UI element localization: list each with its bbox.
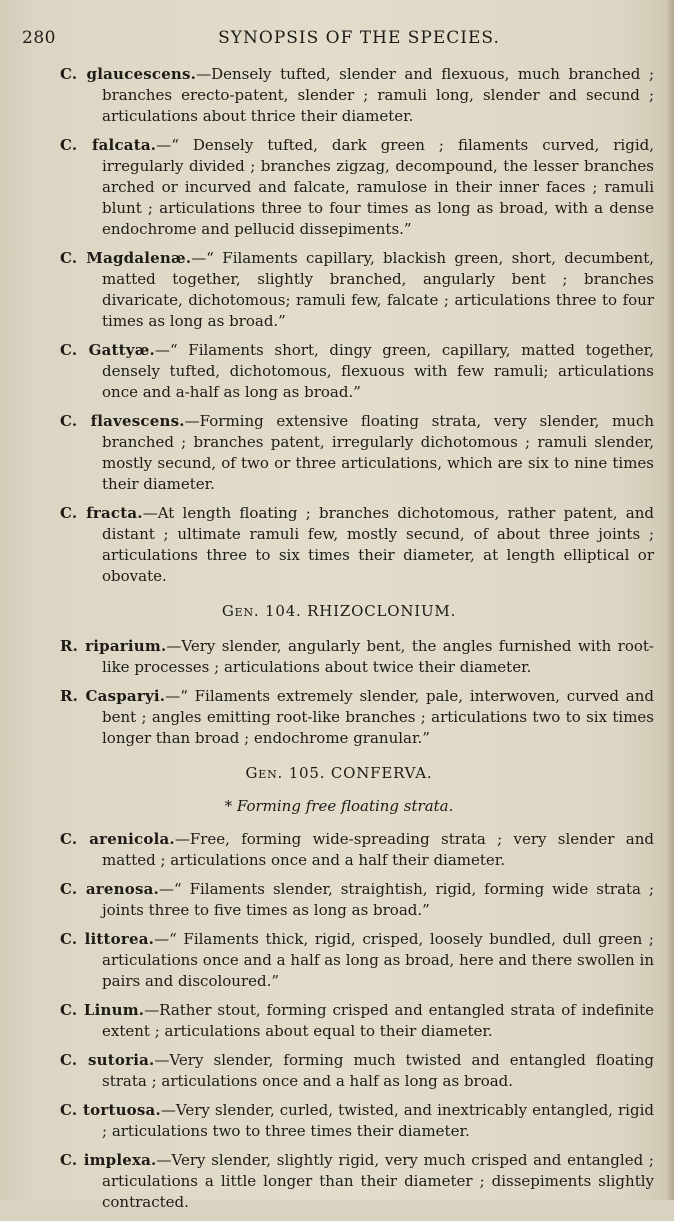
- species-description: —Very slender, forming much twisted and entangled floating strata ; articulations once and a half as long as broad.: [102, 1051, 654, 1090]
- species-entry: [24, 503, 654, 587]
- species-entry: [24, 1050, 654, 1092]
- species-name: C. falcata.: [60, 136, 157, 154]
- species-description: —“ Filaments capillary, blackish green, short, decumbent, matted together, slightly branched, angularly bent ; branches divaricate, dichotomous; ramuli few, falcate ; articulations three to four times as long as broad.”: [102, 249, 655, 330]
- species-entry: [24, 1100, 654, 1142]
- species-number: [24, 135, 60, 156]
- species-entry-text: [60, 135, 654, 240]
- section-heading: * Forming free floating strata.: [224, 797, 454, 815]
- species-entry: [24, 1150, 654, 1213]
- species-number: [24, 686, 60, 707]
- genus-prefix: Gen.: [221, 602, 260, 620]
- species-list-rhizoclonium: [24, 636, 654, 749]
- page-header: [22, 28, 656, 56]
- species-name: C. glaucescens.: [60, 65, 197, 83]
- species-entry: [24, 686, 654, 749]
- species-name: C. sutoria.: [60, 1051, 155, 1069]
- species-number: [24, 1100, 60, 1121]
- species-number: [24, 411, 60, 432]
- species-entry-text: [60, 1000, 654, 1042]
- species-entry-text: [60, 1100, 654, 1142]
- species-description: —“ Densely tufted, dark green ; filaments curved, rigid, irregularly divided ; branches zigzag, decompound, the lesser branches arched or incurved and falcate, ramulose in their inner faces ; ramuli blunt ; articulations three to four times as long as broad, with a dense endochrome and pellucid dissepiments.”: [102, 136, 654, 238]
- species-entry-text: [60, 340, 654, 403]
- species-description: —Very slender, curled, twisted, and inextricably entangled, rigid ; articulations two to three times their diameter.: [102, 1101, 654, 1140]
- species-name: C. Linum.: [60, 1001, 145, 1019]
- species-entry-text: [60, 1050, 654, 1092]
- species-description: —Densely tufted, slender and flexuous, much branched ; branches erecto-patent, slender ; ramuli long, slender and secund ; articulations about thrice their diameter.: [102, 65, 654, 125]
- genus-heading-105: [24, 763, 654, 784]
- species-number: [24, 636, 60, 657]
- page-number: 280: [22, 28, 56, 48]
- page-gutter-shadow: [666, 0, 674, 1200]
- species-description: —Forming extensive floating strata, very slender, much branched ; branches patent, irregularly dichotomous ; ramuli slender, mostly secund, of two or three articulations, which are six to nine times their diameter.: [102, 412, 654, 493]
- species-entry-text: [60, 929, 654, 992]
- species-number: [24, 64, 60, 85]
- species-number: [24, 503, 60, 524]
- species-entry: [24, 829, 654, 871]
- species-name: C. fracta.: [60, 504, 143, 522]
- species-entry-text: [60, 636, 654, 678]
- species-description: —“ Filaments slender, straightish, rigid, forming wide strata ; joints three to five times as long as broad.”: [102, 880, 654, 919]
- species-entry-text: [60, 503, 654, 587]
- species-entry-text: [60, 829, 654, 871]
- page-body: [24, 64, 654, 1221]
- species-entry-text: [60, 411, 654, 495]
- species-name: R. riparium.: [60, 637, 167, 655]
- species-name: C. littorea.: [60, 930, 155, 948]
- species-description: —At length floating ; branches dichotomous, rather patent, and distant ; ultimate ramuli few, mostly secund, of about three joints ; articulations three to six times their diameter, at length elliptical or obovate.: [102, 504, 654, 585]
- genus-prefix: Gen.: [245, 764, 284, 782]
- species-name: C. Magdalenæ.: [60, 249, 192, 267]
- species-entry: [24, 1000, 654, 1042]
- species-description: —Free, forming wide-spreading strata ; very slender and matted ; articulations once and a half their diameter.: [102, 830, 654, 869]
- species-name: C. arenicola.: [60, 830, 175, 848]
- species-description: —“ Filaments extremely slender, pale, interwoven, curved and bent ; angles emitting root-like branches ; articulations two to six times longer than broad ; endochrome granular.”: [102, 687, 654, 747]
- species-description: —Very slender, angularly bent, the angles furnished with root-like processes ; articulations about twice their diameter.: [102, 637, 654, 676]
- species-entry-text: [60, 64, 654, 127]
- species-name: C. tortuosa.: [60, 1101, 161, 1119]
- species-entry: [24, 64, 654, 127]
- species-entry: [24, 929, 654, 992]
- species-entry: [24, 636, 654, 678]
- genus-heading-104: [24, 601, 654, 622]
- species-list-conferva: [24, 829, 654, 1213]
- species-number: [24, 929, 60, 950]
- species-name: C. implexa.: [60, 1151, 157, 1169]
- genus-label: 104. RHIZOCLONIUM.: [265, 602, 457, 620]
- species-list-cladophora: [24, 64, 654, 587]
- species-number: [24, 340, 60, 361]
- running-head: SYNOPSIS OF THE SPECIES.: [218, 28, 500, 48]
- species-entry-text: [60, 1150, 654, 1213]
- species-description: —“ Filaments thick, rigid, crisped, loosely bundled, dull green ; articulations once and a half as long as broad, here and there swollen in pairs and discoloured.”: [102, 930, 654, 990]
- species-entry: [24, 248, 654, 332]
- species-description: —Rather stout, forming crisped and entangled strata of indefinite extent ; articulations about equal to their diameter.: [102, 1001, 654, 1040]
- species-name: C. Gattyæ.: [60, 341, 155, 359]
- species-entry-text: [60, 879, 654, 921]
- genus-label: 105. CONFERVA.: [288, 764, 433, 782]
- species-number: [24, 879, 60, 900]
- species-entry-text: [60, 248, 655, 332]
- species-number: [24, 1150, 60, 1171]
- species-number: [24, 1050, 60, 1071]
- species-name: C. flavescens.: [60, 412, 185, 430]
- species-description: —“ Filaments short, dingy green, capillary, matted together, densely tufted, dichotomous, flexuous with few ramuli; articulations once and a-half as long as broad.”: [102, 341, 654, 401]
- species-name: R. Casparyi.: [60, 687, 166, 705]
- species-number: [24, 1000, 60, 1021]
- species-entry: [24, 879, 654, 921]
- species-number: [24, 248, 60, 269]
- species-name: C. arenosa.: [60, 880, 159, 898]
- species-entry: [24, 340, 654, 403]
- species-entry-text: [60, 686, 654, 749]
- species-number: [24, 829, 60, 850]
- species-entry: [24, 135, 654, 240]
- species-entry: [24, 411, 654, 495]
- species-description: —Very slender, slightly rigid, very much crisped and entangled ; articulations a little longer than their diameter ; dissepiments slightly contracted.: [102, 1151, 654, 1211]
